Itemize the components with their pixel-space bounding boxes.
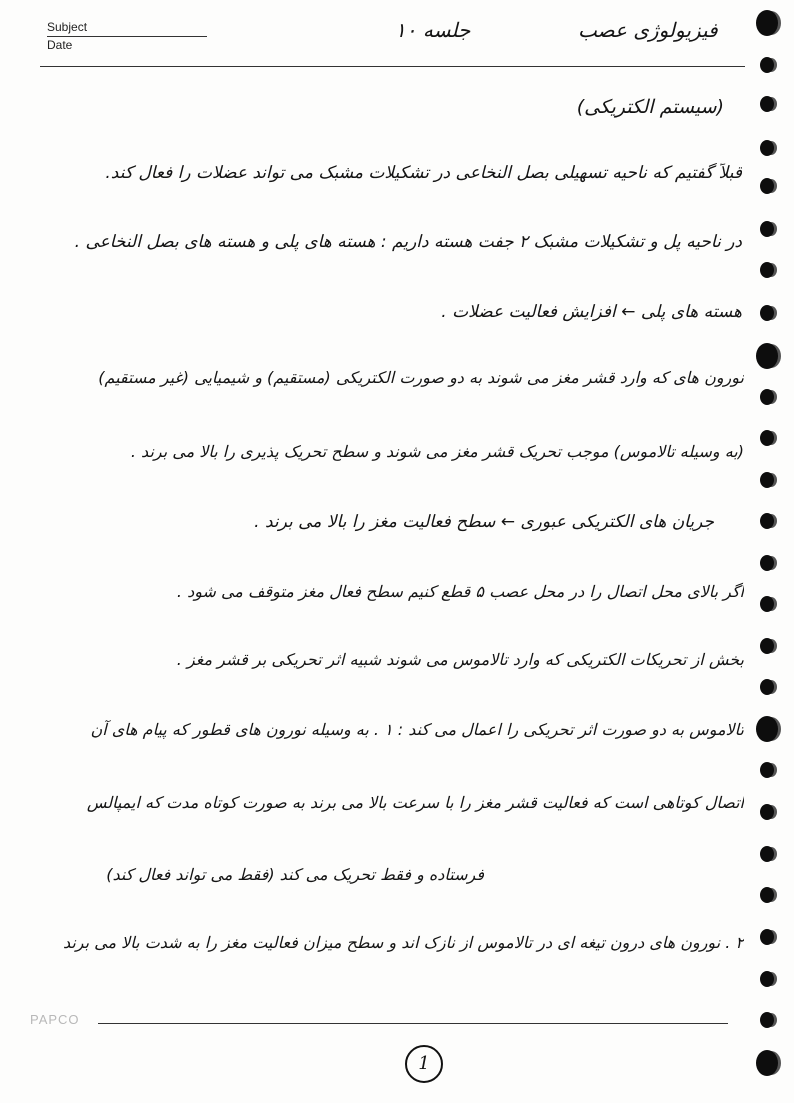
text-line: هسته های پلی ← افزایش فعالیت عضلات . [441, 302, 742, 322]
binding-hole [760, 178, 774, 194]
binding-hole [760, 887, 774, 903]
text-line: بخش از تحریکات الکتریکی که وارد تالاموس می شوند شبیه اثر تحریکی بر قشر مغز . [176, 650, 744, 669]
text-line: قبلاً گفتیم که ناحیه تسهیلی بصل النخاعی در تشکیلات مشبک می تواند عضلات را فعال کند. [105, 163, 742, 183]
text-line: تالاموس به دو صورت اثر تحریکی را اعمال می کند : ۱ . به وسیله نورون های قطور که پیام های آن [90, 720, 744, 739]
section-heading: (سیستم الکتریکی) [576, 96, 724, 118]
binding-hole [760, 929, 774, 945]
binding-hole [760, 762, 774, 778]
text-line: اگر بالای محل اتصال را در محل عصب ۵ قطع کنیم سطح فعال مغز متوقف می شود . [176, 582, 744, 601]
text-line: فرستاده و فقط تحریک می کند (فقط می تواند فعال کند) [106, 865, 484, 884]
session-label: جلسه ۱۰ [395, 18, 471, 42]
binding-hole [756, 10, 778, 36]
header-divider [40, 66, 745, 67]
page-number: 1 [405, 1045, 443, 1083]
binding-hole [760, 971, 774, 987]
text-line: اتصال کوتاهی است که فعالیت قشر مغز را با سرعت بالا می برند به صورت کوتاه مدت که ایمپالس [86, 793, 744, 812]
binding-hole [760, 57, 774, 73]
binding-hole [760, 140, 774, 156]
binding-hole [760, 596, 774, 612]
date-label: Date [47, 38, 73, 52]
binding-hole [760, 679, 774, 695]
binding-hole [760, 389, 774, 405]
binding-hole [760, 472, 774, 488]
binding-hole [760, 305, 774, 321]
binding-hole [760, 804, 774, 820]
binding-hole [760, 846, 774, 862]
subject-label: Subject [47, 20, 88, 34]
binding-hole [760, 555, 774, 571]
binding-hole [760, 513, 774, 529]
footer-divider [98, 1023, 728, 1024]
binding-hole [760, 1012, 774, 1028]
binding-hole [760, 96, 774, 112]
subject-underline [47, 36, 207, 37]
binding-hole [756, 1050, 778, 1076]
binding-hole [760, 430, 774, 446]
binding-hole [760, 262, 774, 278]
binding-hole [756, 343, 778, 369]
papco-watermark: PAPCO [30, 1012, 80, 1027]
text-line: در ناحیه پل و تشکیلات مشبک ۲ جفت هسته داریم : هسته های پلی و هسته های بصل النخاعی . [74, 232, 742, 252]
spiral-binding [740, 0, 790, 1103]
text-line: ۲ . نورون های درون تیغه ای در تالاموس از نازک اند و سطح میزان فعالیت مغز را به شدت بالا می برند [62, 933, 744, 952]
text-line: جریان های الکتریکی عبوری ← سطح فعالیت مغز را بالا می برند . [254, 512, 714, 532]
binding-hole [756, 716, 778, 742]
text-line: نورون های که وارد قشر مغز می شوند به دو صورت الکتریکی (مستقیم) و شیمیایی (غیر مستقیم) [98, 368, 744, 387]
binding-hole [760, 221, 774, 237]
course-title: فیزیولوژی عصب [578, 18, 718, 42]
binding-hole [760, 638, 774, 654]
text-line: (به وسیله تالاموس) موجب تحریک قشر مغز می شوند و سطح تحریک پذیری را بالا می برند . [130, 442, 744, 461]
